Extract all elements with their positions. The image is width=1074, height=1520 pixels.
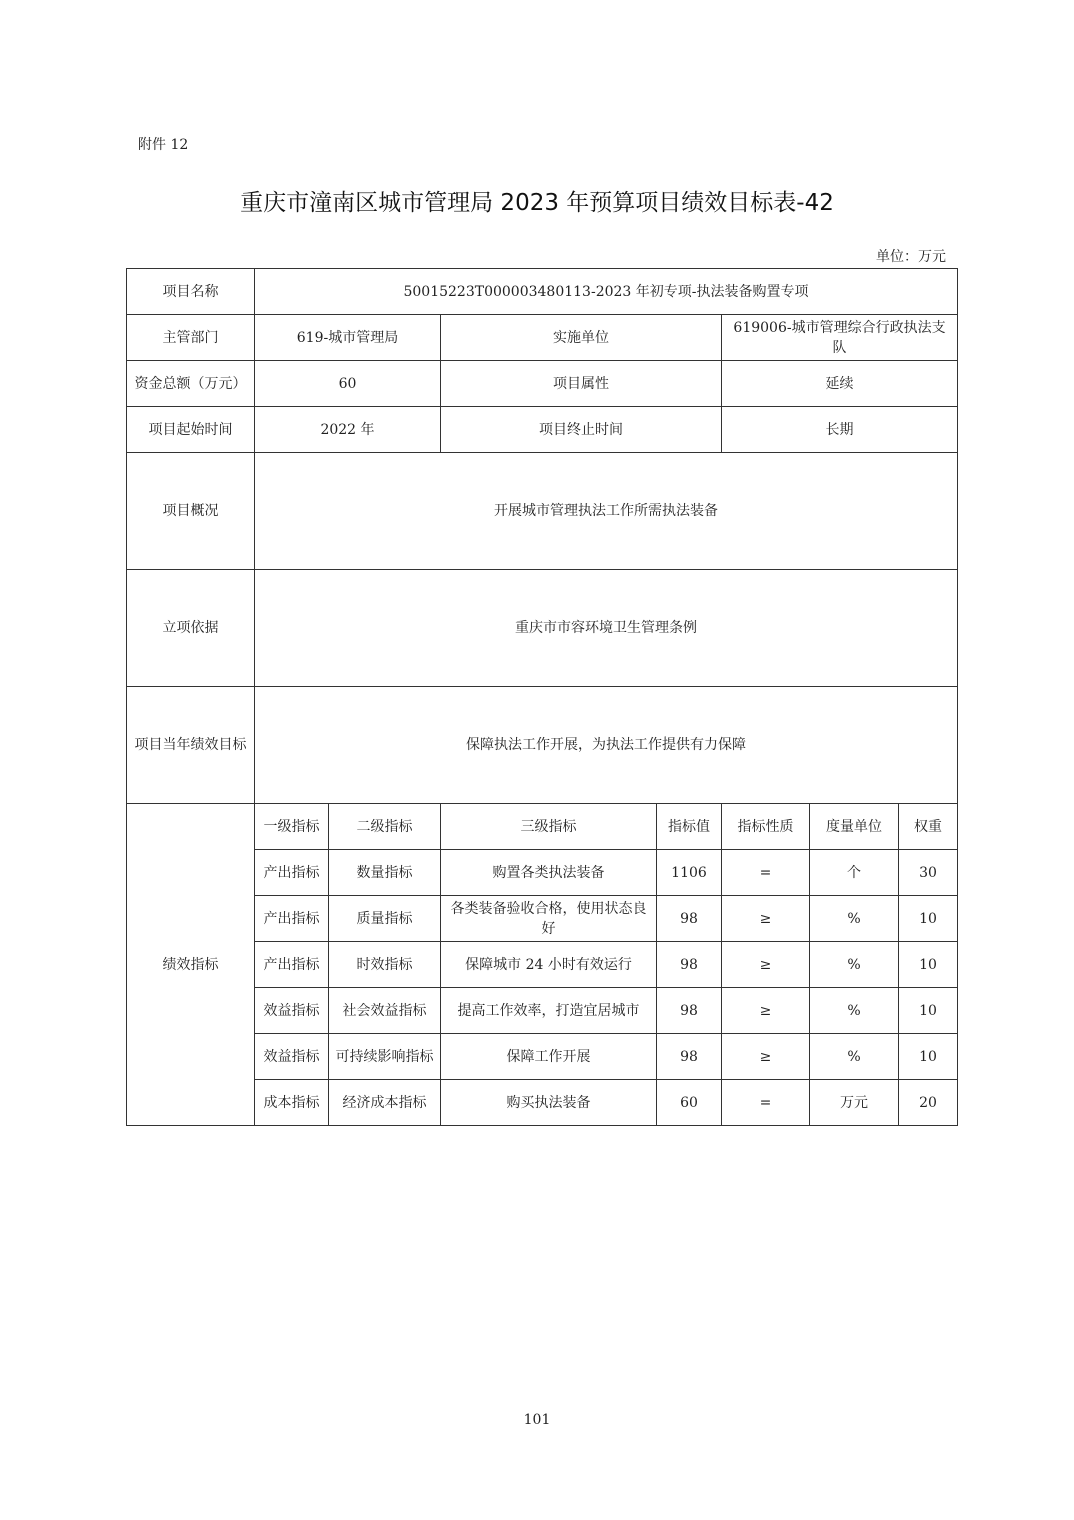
indicator-unit: %: [810, 988, 899, 1034]
indicator-weight: 20: [899, 1080, 958, 1126]
indicator-weight: 10: [899, 942, 958, 988]
indicator-level3: 保障工作开展: [441, 1034, 657, 1080]
indicator-value: 98: [657, 942, 722, 988]
indicator-level2: 社会效益指标: [329, 988, 441, 1034]
indicator-level3: 提高工作效率，打造宜居城市: [441, 988, 657, 1034]
header-level1: 一级指标: [255, 804, 329, 850]
table-row: [127, 687, 958, 804]
table-row: [127, 570, 958, 687]
header-weight: 权重: [899, 804, 958, 850]
indicator-nature: ≥: [722, 896, 810, 942]
indicator-level2: 数量指标: [329, 850, 441, 896]
indicator-weight: 30: [899, 850, 958, 896]
page-number: 101: [523, 1412, 551, 1428]
attr-label: 项目属性: [441, 361, 722, 407]
basis-value: 重庆市市容环境卫生管理条例: [255, 570, 958, 687]
indicator-level1: 成本指标: [255, 1080, 329, 1126]
basis-label: 立项依据: [127, 570, 255, 687]
indicator-nature: =: [722, 850, 810, 896]
indicator-level3: 购买执法装备: [441, 1080, 657, 1126]
indicator-nature: ≥: [722, 988, 810, 1034]
start-label: 项目起始时间: [127, 407, 255, 453]
performance-target-table: [126, 268, 958, 1126]
indicator-level3: 购置各类执法装备: [441, 850, 657, 896]
project-name-label: 项目名称: [127, 269, 255, 315]
header-nature: 指标性质: [722, 804, 810, 850]
fund-value: 60: [255, 361, 441, 407]
table-row: [127, 361, 958, 407]
end-label: 项目终止时间: [441, 407, 722, 453]
goal-label: 项目当年绩效目标: [127, 687, 255, 804]
indicator-unit: %: [810, 896, 899, 942]
indicator-unit: 个: [810, 850, 899, 896]
indicator-level1: 产出指标: [255, 850, 329, 896]
overview-value: 开展城市管理执法工作所需执法装备: [255, 453, 958, 570]
header-level3: 三级指标: [441, 804, 657, 850]
indicator-header-row: [127, 804, 958, 850]
indicator-level2: 质量指标: [329, 896, 441, 942]
header-unit: 度量单位: [810, 804, 899, 850]
table-row: [127, 315, 958, 361]
indicator-level1: 效益指标: [255, 1034, 329, 1080]
table-row: [127, 407, 958, 453]
indicator-level1: 产出指标: [255, 942, 329, 988]
project-name-value: 50015223T000003480113-2023 年初专项-执法装备购置专项: [255, 269, 958, 315]
indicator-weight: 10: [899, 1034, 958, 1080]
indicator-value: 98: [657, 1034, 722, 1080]
attr-value: 延续: [722, 361, 958, 407]
impl-value: 619006-城市管理综合行政执法支队: [722, 315, 958, 361]
indicator-unit: 万元: [810, 1080, 899, 1126]
indicator-level1: 产出指标: [255, 896, 329, 942]
table-row: [127, 269, 958, 315]
indicator-level3: 各类装备验收合格，使用状态良好: [441, 896, 657, 942]
indicator-value: 1106: [657, 850, 722, 896]
indicator-level2: 可持续影响指标: [329, 1034, 441, 1080]
indicator-nature: ≥: [722, 942, 810, 988]
indicator-level2: 经济成本指标: [329, 1080, 441, 1126]
dept-value: 619-城市管理局: [255, 315, 441, 361]
indicator-value: 98: [657, 896, 722, 942]
start-value: 2022 年: [255, 407, 441, 453]
unit-label: 单位：万元: [876, 249, 946, 265]
indicator-weight: 10: [899, 988, 958, 1034]
indicator-level3: 保障城市 24 小时有效运行: [441, 942, 657, 988]
overview-label: 项目概况: [127, 453, 255, 570]
indicator-level2: 时效指标: [329, 942, 441, 988]
indicator-value: 60: [657, 1080, 722, 1126]
indicator-nature: =: [722, 1080, 810, 1126]
dept-label: 主管部门: [127, 315, 255, 361]
page-title: 重庆市潼南区城市管理局 2023 年预算项目绩效目标表-42: [240, 190, 834, 216]
indicator-unit: %: [810, 1034, 899, 1080]
table-row: [127, 453, 958, 570]
fund-label: 资金总额（万元）: [127, 361, 255, 407]
indicator-weight: 10: [899, 896, 958, 942]
indicator-level1: 效益指标: [255, 988, 329, 1034]
header-level2: 二级指标: [329, 804, 441, 850]
indicator-unit: %: [810, 942, 899, 988]
indicator-nature: ≥: [722, 1034, 810, 1080]
header-value: 指标值: [657, 804, 722, 850]
indicators-section-label: 绩效指标: [127, 804, 255, 1126]
indicator-value: 98: [657, 988, 722, 1034]
impl-label: 实施单位: [441, 315, 722, 361]
goal-value: 保障执法工作开展，为执法工作提供有力保障: [255, 687, 958, 804]
end-value: 长期: [722, 407, 958, 453]
attachment-label: 附件 12: [138, 137, 189, 153]
